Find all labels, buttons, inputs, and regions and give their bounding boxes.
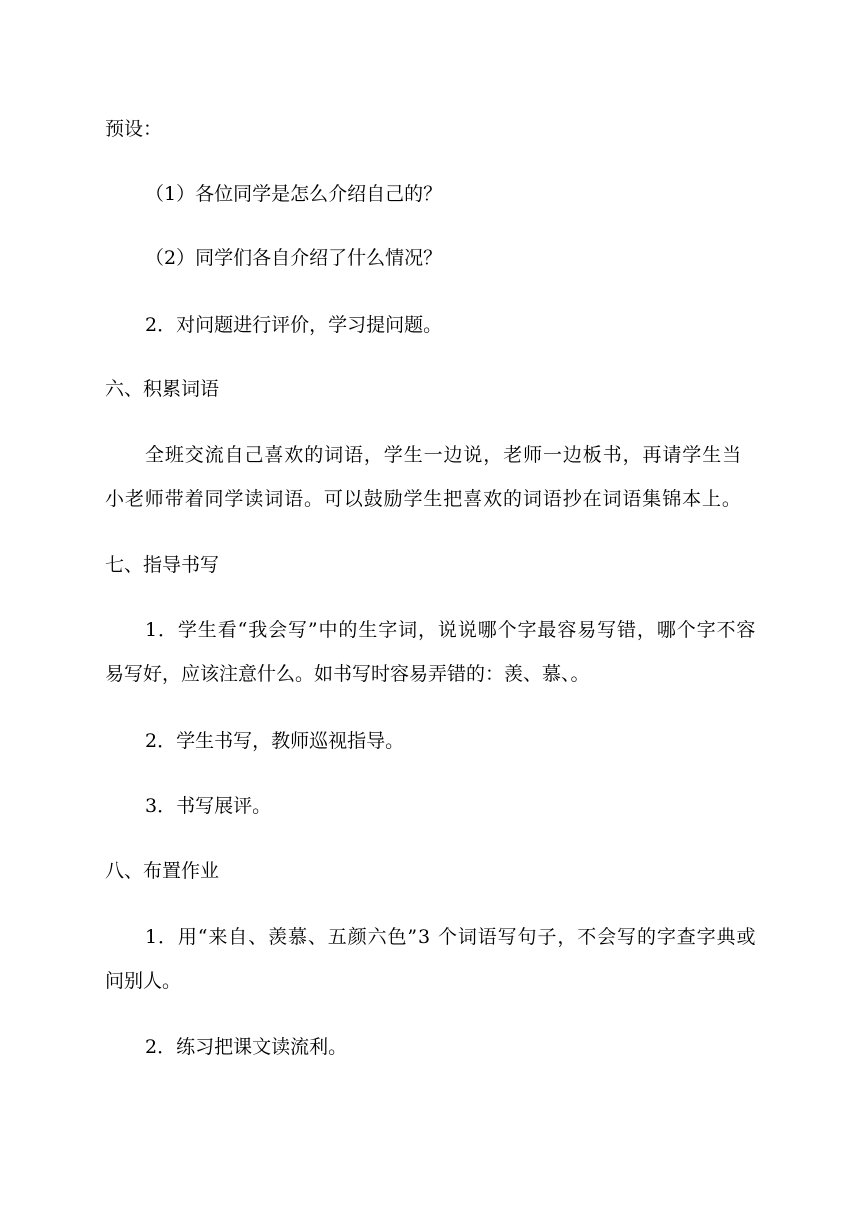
section-8-heading: 八、布置作业 — [105, 860, 220, 882]
section-6-heading: 六、积累词语 — [105, 378, 220, 400]
section-7-item-1-line-2: 易写好，应该注意什么。如书写时容易弄错的：羡、慕、。 — [105, 663, 590, 685]
evaluation-item: 2．对问题进行评价，学习提问题。 — [145, 314, 443, 336]
question-2: （2）同学们各自介绍了什么情况？ — [145, 247, 443, 269]
section-6-paragraph-line-2: 小老师带着同学读词语。可以鼓励学生把喜欢的词语抄在词语集锦本上。 — [105, 488, 742, 510]
section-6-paragraph-line-1: 全班交流自己喜欢的词语，学生一边说，老师一边板书，再请学生当 — [145, 444, 743, 466]
section-8-item-2: 2．练习把课文读流利。 — [145, 1036, 348, 1058]
section-8-item-1-line-1: 1．用“来自、羡慕、五颜六色”3 个词语写句子，不会写的字查字典或 — [145, 926, 757, 948]
section-7-heading: 七、指导书写 — [105, 554, 220, 576]
question-1: （1）各位同学是怎么介绍自己的？ — [145, 183, 443, 205]
section-7-item-3: 3．书写展评。 — [145, 795, 272, 817]
section-8-item-1-line-2: 问别人。 — [105, 970, 182, 992]
section-7-item-2: 2．学生书写，教师巡视指导。 — [145, 730, 405, 752]
section-7-item-1-line-1: 1．学生看“我会写”中的生字词，说说哪个字最容易写错，哪个字不容 — [145, 619, 757, 641]
preset-label: 预设： — [105, 118, 163, 140]
